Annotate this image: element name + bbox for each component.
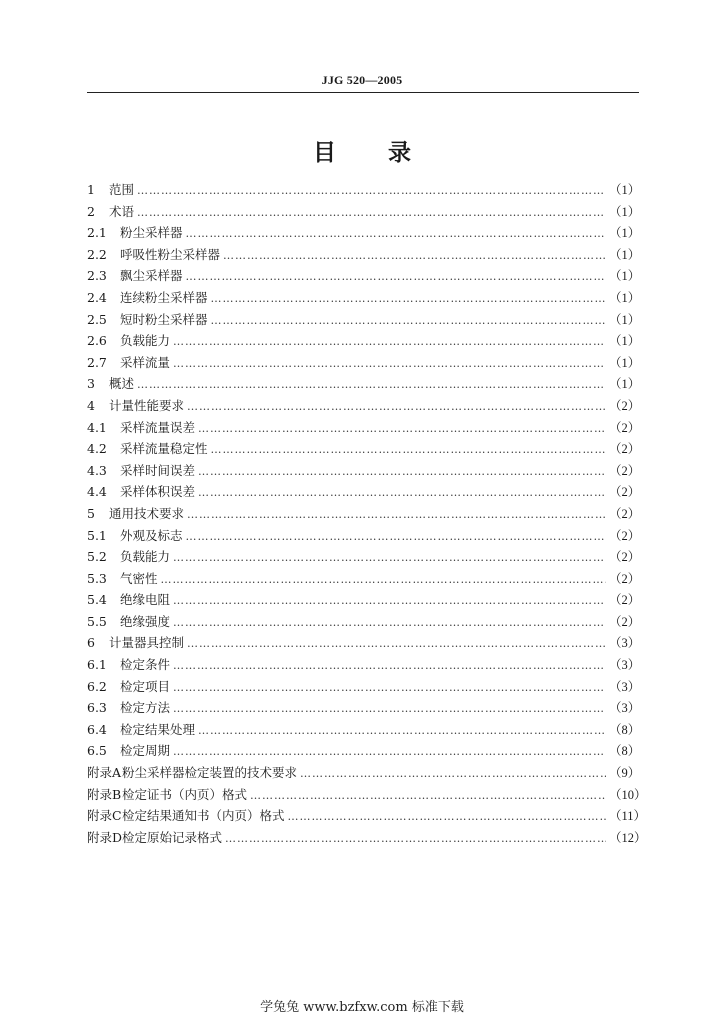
toc-entry-title: 计量器具控制: [109, 635, 185, 651]
toc-entry[interactable]: [87, 179, 639, 201]
toc-entry-title: 检定方法: [120, 700, 171, 716]
toc-entry-number: 4: [87, 397, 95, 413]
toc-entry[interactable]: [87, 330, 639, 352]
toc-entry-number: 2.4: [87, 289, 107, 305]
toc-entry-page: （10）: [609, 787, 647, 802]
toc-dot-leader: [223, 245, 606, 267]
toc-entry-page: （3）: [609, 636, 641, 651]
toc-entry-title: 粉尘采样器检定装置的技术要求: [122, 765, 298, 781]
toc-dot-leader: [211, 439, 606, 461]
toc-entry-title: 采样流量稳定性: [120, 441, 208, 457]
toc-entry[interactable]: [87, 503, 639, 525]
toc-entry-page: （1）: [609, 247, 641, 262]
toc-entry-number: 5: [87, 505, 95, 521]
toc-entry-title: 检定条件: [120, 657, 171, 673]
toc-entry-number: 3: [87, 376, 95, 392]
toc-entry-title: 连续粉尘采样器: [120, 289, 208, 305]
toc-entry-number: 附录C: [87, 808, 122, 824]
toc-entry-title: 计量性能要求: [109, 397, 185, 413]
title-char-1: 目: [313, 140, 336, 166]
toc-entry-page: （1）: [609, 334, 641, 349]
toc-entry[interactable]: [87, 740, 639, 762]
toc-entry-page: （1）: [609, 355, 641, 370]
toc-dot-leader: [173, 612, 606, 634]
toc-entry-title: 粉尘采样器: [120, 225, 183, 241]
toc-entry-page: （3）: [609, 679, 641, 694]
toc-entry[interactable]: [87, 827, 647, 849]
toc-entry-title: 检定项目: [120, 678, 171, 694]
toc-entry-page: （1）: [609, 269, 641, 284]
toc-entry-number: 2.6: [87, 333, 107, 349]
toc-entry-title: 范围: [109, 182, 135, 197]
toc-dot-leader: [225, 828, 606, 850]
toc-entry-number: 2: [87, 203, 95, 219]
toc-entry[interactable]: [87, 201, 639, 223]
toc-entry-title: 采样体积误差: [120, 484, 196, 500]
toc-dot-leader: [173, 655, 606, 677]
page-title: [0, 134, 724, 167]
toc-entry-number: 1: [87, 182, 95, 197]
toc-entry-number: 2.3: [87, 268, 107, 284]
toc-entry-page: （2）: [609, 420, 641, 435]
toc-entry[interactable]: [87, 352, 639, 374]
toc-dot-leader: [173, 677, 606, 699]
footer-watermark: 学兔兔 www.bzfxw.com 标准下载: [260, 1000, 464, 1015]
toc-entry-number: 5.3: [87, 570, 107, 586]
toc-entry-number: 附录D: [87, 829, 123, 845]
toc-entry[interactable]: [87, 395, 639, 417]
toc-entry[interactable]: [87, 697, 639, 719]
toc-entry-number: 5.2: [87, 549, 107, 565]
toc-entry[interactable]: [87, 568, 639, 590]
toc-dot-leader: [161, 569, 606, 591]
toc-entry-page: （2）: [609, 614, 641, 629]
toc-entry-number: 2.5: [87, 311, 107, 327]
toc-entry-title: 检定证书（内页）格式: [122, 786, 248, 802]
toc-entry-title: 短时粉尘采样器: [120, 311, 208, 327]
toc-entry-number: 5.4: [87, 592, 107, 608]
toc-entry-page: （8）: [609, 744, 641, 759]
toc-dot-leader: [186, 266, 606, 288]
toc-dot-leader: [137, 180, 606, 202]
toc-entry-title: 采样流量误差: [120, 419, 196, 435]
toc-entry-page: （3）: [609, 701, 641, 716]
toc-entry-number: 6.3: [87, 700, 107, 716]
toc-entry-title: 术语: [109, 203, 135, 219]
toc-entry-title: 通用技术要求: [109, 505, 185, 521]
toc-entry-page: （1）: [609, 377, 641, 392]
toc-entry-title: 检定原始记录格式: [122, 829, 223, 845]
toc-entry[interactable]: [87, 287, 639, 309]
document-code-header: JJG 520—2005: [321, 73, 403, 87]
toc-entry[interactable]: [87, 481, 639, 503]
toc-entry-number: 2.7: [87, 354, 107, 370]
toc-entry-title: 检定周期: [120, 743, 171, 759]
toc-entry[interactable]: [87, 373, 639, 395]
toc-entry[interactable]: [87, 438, 639, 460]
toc-entry-number: 6.1: [87, 657, 107, 673]
toc-entry[interactable]: [87, 719, 639, 741]
toc-entry-page: （2）: [609, 593, 641, 608]
toc-dot-leader: [173, 741, 606, 763]
toc-entry[interactable]: [87, 460, 639, 482]
toc-dot-leader: [137, 374, 606, 396]
toc-entry-page: （2）: [609, 528, 641, 543]
toc-entry[interactable]: [87, 654, 639, 676]
toc-entry-title: 气密性: [120, 570, 158, 586]
toc-dot-leader: [173, 353, 606, 375]
toc-entry-number: 4.1: [87, 419, 107, 435]
toc-entry-title: 外观及标志: [120, 527, 183, 543]
toc-entry-number: 6: [87, 635, 95, 651]
toc-entry-title: 负载能力: [120, 549, 171, 565]
toc-entry[interactable]: [87, 265, 639, 287]
toc-dot-leader: [198, 461, 606, 483]
toc-entry-page: （2）: [609, 550, 641, 565]
header-rule: [87, 92, 639, 93]
toc-entry-page: （1）: [609, 226, 641, 241]
toc-entry-title: 检定结果处理: [120, 721, 196, 737]
toc-entry-page: （2）: [609, 398, 641, 413]
toc-dot-leader: [300, 763, 606, 785]
toc-dot-leader: [137, 202, 606, 224]
toc-dot-leader: [186, 223, 606, 245]
toc-entry-number: 2.2: [87, 246, 107, 262]
toc-dot-leader: [211, 288, 606, 310]
toc-entry[interactable]: [87, 244, 639, 266]
toc-entry-page: （2）: [609, 442, 641, 457]
toc-entry-title: 采样流量: [120, 354, 171, 370]
toc-entry-number: 2.1: [87, 225, 107, 241]
toc-dot-leader: [198, 418, 606, 440]
toc-entry-page: （2）: [609, 571, 641, 586]
toc-entry-page: （9）: [609, 766, 641, 781]
toc-dot-leader: [173, 547, 606, 569]
toc-entry-page: （1）: [609, 204, 641, 219]
toc-dot-leader: [187, 504, 606, 526]
toc-entry-page: （12）: [609, 830, 647, 845]
toc-entry[interactable]: [87, 309, 639, 331]
toc-entry-title: 呼吸性粉尘采样器: [120, 246, 221, 262]
toc-dot-leader: [211, 310, 606, 332]
toc-entry[interactable]: [87, 525, 639, 547]
toc-dot-leader: [173, 331, 606, 353]
toc-entry[interactable]: [87, 222, 639, 244]
toc-entry-number: 5.5: [87, 613, 107, 629]
toc-entry-page: （2）: [609, 463, 641, 478]
toc-entry[interactable]: [87, 417, 639, 439]
toc-entry[interactable]: [87, 546, 639, 568]
toc-entry-number: 4.4: [87, 484, 107, 500]
toc-entry-number: 6.5: [87, 743, 107, 759]
toc-entry[interactable]: [87, 676, 639, 698]
toc-dot-leader: [187, 633, 606, 655]
toc-dot-leader: [186, 526, 606, 548]
toc-entry-number: 5.1: [87, 527, 107, 543]
toc-entry-page: （8）: [609, 722, 641, 737]
toc-entry-page: （1）: [609, 183, 641, 197]
toc-entry-page: （2）: [609, 506, 641, 521]
toc-entry-title: 负载能力: [120, 333, 171, 349]
toc-entry-title: 绝缘电阻: [120, 592, 171, 608]
toc-dot-leader: [198, 720, 606, 742]
toc-entry[interactable]: [87, 762, 639, 784]
toc-entry-number: 附录A: [87, 765, 122, 781]
toc-entry[interactable]: [87, 632, 639, 654]
toc-entry-page: （3）: [609, 658, 641, 673]
toc-entry-page: （11）: [609, 809, 647, 824]
toc-dot-leader: [187, 396, 606, 418]
toc-entry-page: （2）: [609, 485, 641, 500]
toc-entry-page: （1）: [609, 312, 641, 327]
toc-entry-number: 附录B: [87, 786, 122, 802]
toc-dot-leader: [173, 698, 606, 720]
toc-entry[interactable]: [87, 589, 639, 611]
title-char-2: 录: [388, 140, 411, 166]
toc-entry[interactable]: [87, 805, 647, 827]
table-of-contents: [87, 179, 647, 848]
toc-entry-title: 飘尘采样器: [120, 268, 183, 284]
toc-dot-leader: [173, 590, 606, 612]
toc-dot-leader: [198, 482, 606, 504]
toc-entry-number: 6.2: [87, 678, 107, 694]
toc-entry-title: 采样时间误差: [120, 462, 196, 478]
toc-entry-number: 6.4: [87, 721, 107, 737]
toc-entry-title: 概述: [109, 376, 135, 392]
toc-dot-leader: [250, 785, 606, 807]
toc-entry-number: 4.3: [87, 462, 107, 478]
toc-entry[interactable]: [87, 784, 647, 806]
toc-entry[interactable]: [87, 611, 639, 633]
toc-entry-title: 绝缘强度: [120, 613, 171, 629]
toc-entry-number: 4.2: [87, 441, 107, 457]
toc-entry-title: 检定结果通知书（内页）格式: [122, 808, 285, 824]
toc-dot-leader: [288, 806, 606, 828]
toc-entry-page: （1）: [609, 290, 641, 305]
